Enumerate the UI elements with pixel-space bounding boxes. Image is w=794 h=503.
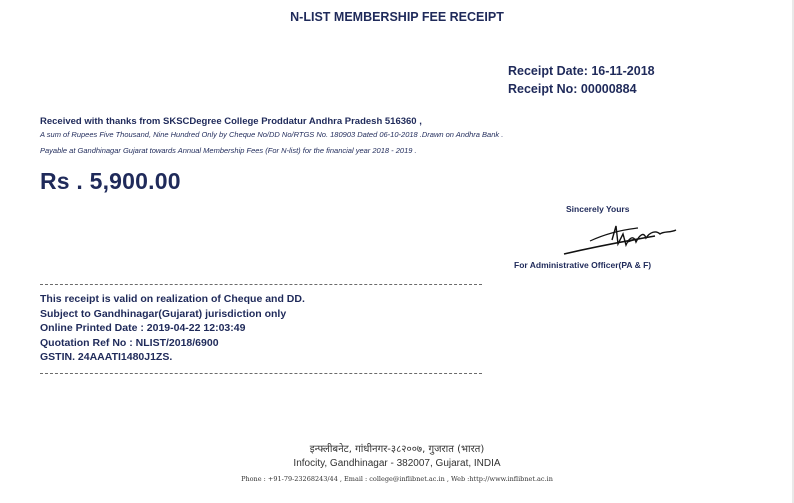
footer-contact: Phone : +91-79-23268243/44 , Email : college@inflibnet.ac.in , Web :http://www.inflibnet.ac.in	[241, 475, 553, 483]
terms-line: Quotation Ref No : NLIST/2018/6900	[40, 336, 219, 349]
receipt-number: Receipt No: 00000884	[508, 82, 637, 96]
footer-hindi-address: इन्फ्लीबनेट, गांधीनगर-३८२००७, गुजरात (भारत)	[309, 444, 485, 455]
terms-line: This receipt is valid on realization of Cheque and DD.	[40, 293, 305, 305]
received-from-line: Received with thanks from SKSCDegree College Proddatur Andhra Pradesh 516360 ,	[40, 116, 422, 127]
terms-line: Online Printed Date : 2019-04-22 12:03:49	[40, 322, 246, 334]
amount-in-words-line: A sum of Rupees Five Thousand, Nine Hundred Only by Cheque No/DD No/RTGS No. 180903 Dated 06-10-2018 .Drawn on Andhra Bank .	[40, 130, 504, 139]
receipt-title: N-LIST MEMBERSHIP FEE RECEIPT	[290, 10, 504, 24]
sincerely-text: Sincerely Yours	[566, 204, 630, 214]
amount-total: Rs . 5,900.00	[40, 168, 181, 194]
terms-block	[40, 292, 305, 365]
footer-address: Infocity, Gandhinagar - 382007, Gujarat, INDIA	[293, 458, 501, 469]
divider-top	[40, 284, 482, 285]
receipt-date: Receipt Date: 16-11-2018	[508, 64, 655, 78]
divider-bottom	[40, 373, 482, 374]
terms-line: GSTIN. 24AAATI1480J1ZS.	[40, 351, 173, 363]
payable-at-line: Payable at Gandhinagar Gujarat towards Annual Membership Fees (For N-list) for the financial year 2018 - 2019 .	[40, 146, 417, 155]
terms-line: Subject to Gandhinagar(Gujarat) jurisdiction only	[40, 307, 287, 320]
signature-image	[560, 214, 685, 258]
admin-officer-text: For Administrative Officer(PA & F)	[514, 260, 652, 270]
